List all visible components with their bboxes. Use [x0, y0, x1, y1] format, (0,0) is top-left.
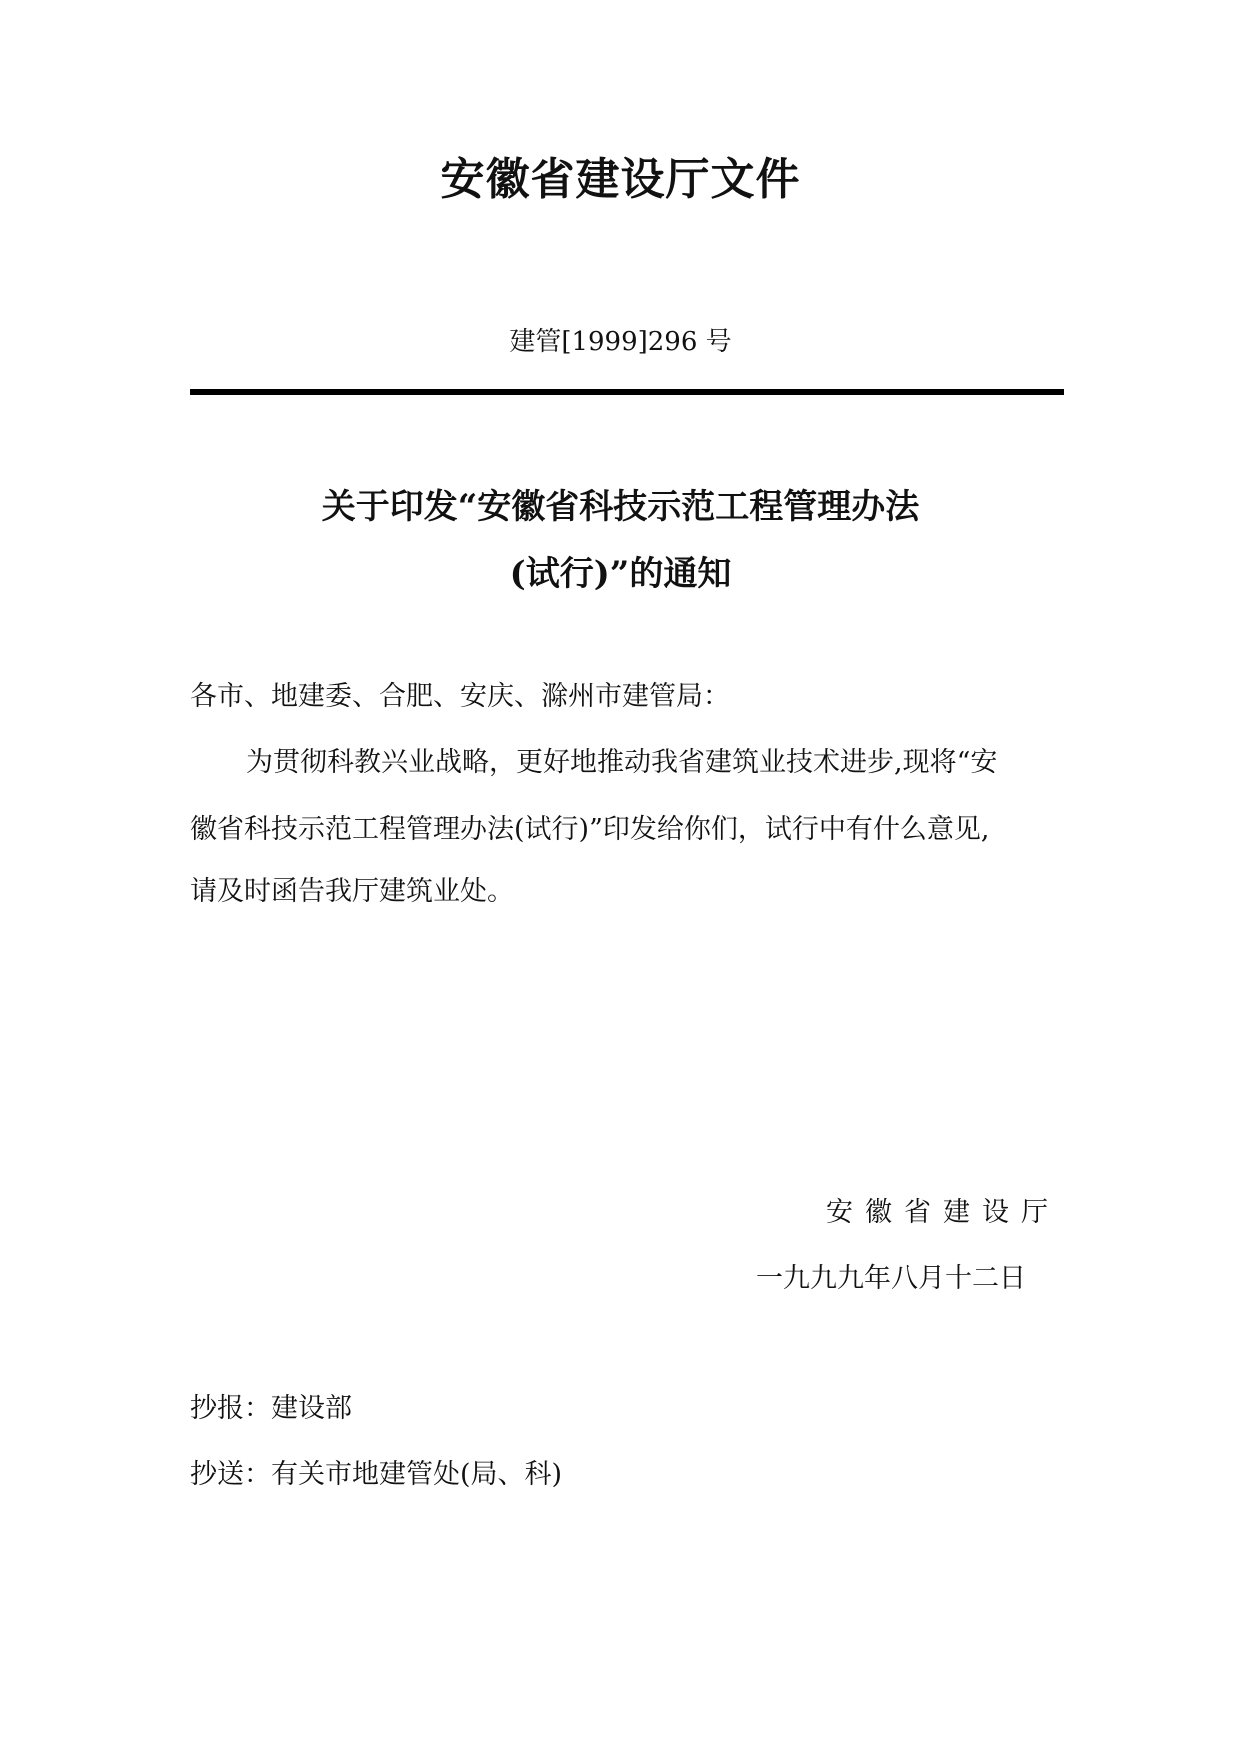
paragraph-line-3: 请及时函告我厅建筑业处。 [190, 876, 514, 907]
header-divider [190, 389, 1064, 395]
notice-title-line-2: (试行)”的通知 [509, 554, 732, 594]
notice-title-line-1: 关于印发“安徽省科技示范工程管理办法 [321, 487, 920, 527]
document-header-title: 安徽省建设厅文件 [440, 154, 801, 205]
signature-date: 一九九九年八月十二日 [756, 1263, 1026, 1294]
copy-report-line: 抄报：建设部 [190, 1393, 352, 1424]
copy-send-line: 抄送：有关市地建管处(局、科) [190, 1459, 563, 1490]
paragraph-line-2: 徽省科技示范工程管理办法(试行)”印发给你们，试行中有什么意见, [190, 814, 990, 845]
signature-organization: 安徽省建设厅 [826, 1197, 1060, 1228]
paragraph-line-1: 为贯彻科教兴业战略，更好地推动我省建筑业技术进步,现将“安 [246, 747, 998, 778]
document-number: 建管[1999]296 号 [509, 327, 732, 357]
addressee: 各市、地建委、合肥、安庆、滁州市建管局： [190, 681, 730, 712]
